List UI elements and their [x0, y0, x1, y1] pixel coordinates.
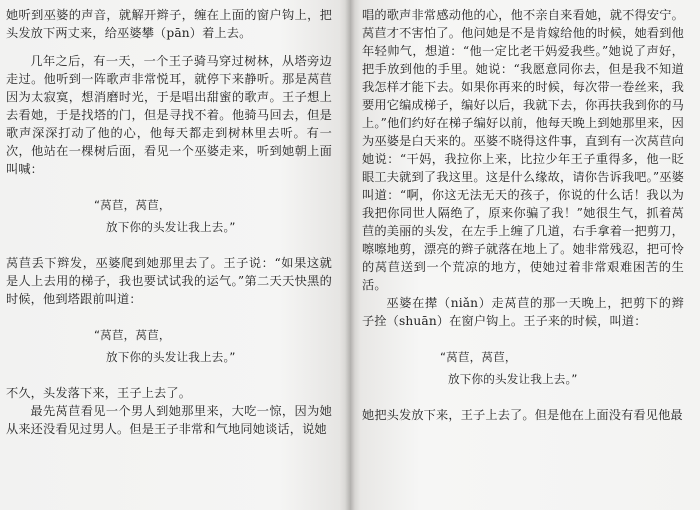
book-gutter: [345, 0, 355, 510]
verse-line: 放下你的头发让我上去。”: [106, 220, 236, 234]
paragraph: 巫婆在撵（niǎn）走莴苣的那一天晚上，把剪下的辫子拴（shuān）在窗户钩上。王子来的时候，叫道：: [362, 296, 684, 328]
verse: [6, 324, 332, 368]
right-page-text: [362, 0, 684, 424]
paragraph: 唱的歌声非常感动他的心，他不亲自来看她，就不得安宁。莴苣才不害怕了。他问她是不是肯嫁给他的时候，她看到他年轻帅气，想道：“他一定比老干妈爱我些。”她说了声好，把手放到他的手里。她说：“我愿意同你去，但是我不知道我怎样才能下去。如果你再来的时候，每次带一卷丝来，我要用它编成梯子，编好以后，我就下去，你再扶我到你的马上。”他们约好在梯子编好以前，他每天晚上到她那里来，因为巫婆是白天来的。巫婆不晓得这件事，直到有一次莴苣向她说：“干妈，我拉你上来，比拉少年王子重得多，他一眨眼工夫就到了我这里。这是什么缘故，请你告诉我吧。”巫婆叫道：“啊，你这无法无天的孩子，你说的什么话！我以为我把你同世人隔绝了，原来你骗了我！”她很生气，抓着莴苣的美丽的头发，在左手上缠了几道，右手拿着一把剪刀，嚓嚓地剪，漂亮的辫子就落在地上了。她非常残忍，把可怜的莴苣送到一个荒凉的地方，使她过着非常艰难困苦的生活。: [362, 8, 684, 292]
verse-line: 放下你的头发让我上去。”: [106, 350, 236, 364]
paragraph: 不久，头发落下来，王子上去了。: [6, 386, 192, 400]
right-page: [350, 0, 700, 510]
verse-line: 放下你的头发让我上去。”: [448, 372, 578, 386]
verse-line: “莴苣，莴苣，: [94, 328, 171, 342]
verse: [362, 346, 684, 390]
verse-line: “莴苣，莴苣，: [440, 350, 517, 364]
verse: [6, 194, 332, 238]
paragraph: 几年之后，有一天，一个王子骑马穿过树林，从塔旁边走过。他听到一阵歌声非常悦耳，就停下来静听。那是莴苣因为太寂寞，想消磨时光，于是唱出甜蜜的歌声。王子想上去看她，于是找塔的门，但是寻找不着。他骑马回去，但是歌声深深打动了他的心，他每天都走到树林里去听。有一次，他站在一棵树后面，看见一个巫婆走来，听到她朝上面叫喊：: [6, 54, 332, 176]
left-page-text: [6, 0, 332, 438]
paragraph: 她听到巫婆的声音，就解开辫子，缠在上面的窗户钩上，把头发放下两丈来，给巫婆攀（pān）着上去。: [6, 8, 332, 40]
paragraph: 最先莴苣看见一个男人到她那里来，大吃一惊，因为她从来还没看见过男人。但是王子非常和气地同她谈话，说她: [6, 404, 332, 436]
verse-line: “莴苣，莴苣，: [94, 198, 171, 212]
paragraph: 莴苣丢下辫发，巫婆爬到她那里去了。王子说：“如果这就是人上去用的梯子，我也要试试我的运气。”第二天天快黑的时候，他到塔跟前叫道：: [6, 256, 332, 306]
paragraph: 她把头发放下来，王子上去了。但是他在上面没有看见他最: [362, 408, 683, 422]
